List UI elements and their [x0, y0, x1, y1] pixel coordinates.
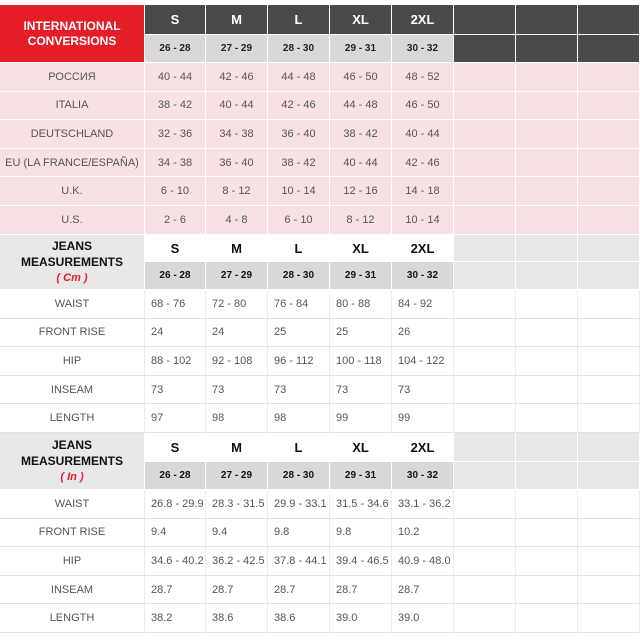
- empty-cell: [454, 149, 516, 178]
- empty-header-cell: [578, 5, 640, 35]
- row-label: РОССИЯ: [0, 63, 145, 92]
- row-value: 38.6: [206, 604, 268, 633]
- empty-header-cell: [516, 262, 578, 290]
- size-header-xl: XL: [330, 5, 392, 35]
- empty-cell: [516, 576, 578, 605]
- section-title-line1: JEANS: [51, 239, 92, 253]
- row-value: 46 - 50: [330, 63, 392, 92]
- row-value: 26.8 - 29.9: [145, 490, 206, 519]
- empty-cell: [454, 404, 516, 433]
- row-value: 33.1 - 36.2: [392, 490, 454, 519]
- row-value: 2 - 6: [145, 206, 206, 235]
- waist-size-m: 27 - 29: [206, 462, 268, 490]
- row-value: 39.0: [392, 604, 454, 633]
- row-value: 8 - 12: [206, 177, 268, 206]
- empty-header-cell: [578, 35, 640, 63]
- row-label: HIP: [0, 347, 145, 376]
- empty-header-cell: [516, 5, 578, 35]
- row-value: 39.4 - 46.5: [330, 547, 392, 576]
- row-value: 97: [145, 404, 206, 433]
- row-value: 40 - 44: [145, 63, 206, 92]
- size-header-s: S: [145, 235, 206, 262]
- row-value: 104 - 122: [392, 347, 454, 376]
- row-label: LENGTH: [0, 404, 145, 433]
- row-value: 10.2: [392, 519, 454, 548]
- row-value: 9.4: [206, 519, 268, 548]
- row-value: 40 - 44: [392, 120, 454, 149]
- empty-header-cell: [516, 235, 578, 262]
- row-value: 31.5 - 34.6: [330, 490, 392, 519]
- row-value: 34 - 38: [206, 120, 268, 149]
- size-header-2xl: 2XL: [392, 433, 454, 462]
- row-value: 44 - 48: [268, 63, 330, 92]
- section-title-line1: INTERNATIONAL: [23, 18, 121, 33]
- empty-cell: [516, 319, 578, 348]
- empty-cell: [578, 92, 640, 121]
- row-value: 92 - 108: [206, 347, 268, 376]
- row-value: 28.7: [268, 576, 330, 605]
- row-value: 34.6 - 40.2: [145, 547, 206, 576]
- empty-cell: [578, 547, 640, 576]
- row-label: WAIST: [0, 290, 145, 319]
- section-title-line1: JEANS: [51, 438, 92, 452]
- waist-size-m: 27 - 29: [206, 262, 268, 290]
- empty-cell: [516, 604, 578, 633]
- empty-cell: [578, 347, 640, 376]
- empty-cell: [454, 490, 516, 519]
- row-value: 48 - 52: [392, 63, 454, 92]
- size-header-m: M: [206, 5, 268, 35]
- empty-cell: [578, 290, 640, 319]
- size-header-s: S: [145, 5, 206, 35]
- empty-header-cell: [516, 433, 578, 462]
- section-title-line2: MEASUREMENTS: [20, 255, 123, 269]
- row-value: 73: [392, 376, 454, 405]
- waist-size-xl: 29 - 31: [330, 262, 392, 290]
- empty-header-cell: [578, 262, 640, 290]
- row-value: 73: [206, 376, 268, 405]
- row-value: 9.8: [330, 519, 392, 548]
- row-value: 88 - 102: [145, 347, 206, 376]
- row-value: 39.0: [330, 604, 392, 633]
- empty-cell: [454, 376, 516, 405]
- waist-size-s: 26 - 28: [145, 262, 206, 290]
- row-value: 32 - 36: [145, 120, 206, 149]
- row-value: 84 - 92: [392, 290, 454, 319]
- row-value: 4 - 8: [206, 206, 268, 235]
- row-value: 38.6: [268, 604, 330, 633]
- waist-size-s: 26 - 28: [145, 35, 206, 63]
- empty-cell: [454, 604, 516, 633]
- empty-cell: [516, 290, 578, 319]
- empty-cell: [516, 404, 578, 433]
- waist-size-l: 28 - 30: [268, 462, 330, 490]
- row-value: 98: [268, 404, 330, 433]
- empty-cell: [578, 319, 640, 348]
- empty-cell: [454, 177, 516, 206]
- row-value: 73: [330, 376, 392, 405]
- row-label: INSEAM: [0, 376, 145, 405]
- row-value: 40 - 44: [330, 149, 392, 178]
- row-value: 28.7: [145, 576, 206, 605]
- row-value: 73: [268, 376, 330, 405]
- empty-cell: [454, 63, 516, 92]
- waist-size-m: 27 - 29: [206, 35, 268, 63]
- waist-size-l: 28 - 30: [268, 35, 330, 63]
- empty-header-cell: [578, 462, 640, 490]
- row-value: 99: [392, 404, 454, 433]
- row-value: 76 - 84: [268, 290, 330, 319]
- size-header-s: S: [145, 433, 206, 462]
- row-value: 28.7: [206, 576, 268, 605]
- empty-cell: [578, 206, 640, 235]
- empty-cell: [516, 206, 578, 235]
- row-value: 9.8: [268, 519, 330, 548]
- row-label: HIP: [0, 547, 145, 576]
- empty-header-cell: [516, 35, 578, 63]
- unit-label: ( Cm ): [56, 272, 88, 284]
- empty-cell: [578, 519, 640, 548]
- empty-cell: [516, 177, 578, 206]
- waist-size-xl: 29 - 31: [330, 35, 392, 63]
- size-header-l: L: [268, 433, 330, 462]
- row-label: WAIST: [0, 490, 145, 519]
- empty-cell: [578, 149, 640, 178]
- row-value: 36 - 40: [268, 120, 330, 149]
- row-value: 38 - 42: [268, 149, 330, 178]
- size-header-l: L: [268, 235, 330, 262]
- empty-header-cell: [454, 262, 516, 290]
- row-label: U.K.: [0, 177, 145, 206]
- empty-header-cell: [454, 462, 516, 490]
- waist-size-l: 28 - 30: [268, 262, 330, 290]
- row-value: 40 - 44: [206, 92, 268, 121]
- empty-cell: [578, 404, 640, 433]
- row-label: U.S.: [0, 206, 145, 235]
- size-header-m: M: [206, 433, 268, 462]
- empty-cell: [516, 376, 578, 405]
- empty-cell: [578, 490, 640, 519]
- empty-cell: [454, 319, 516, 348]
- row-value: 38 - 42: [330, 120, 392, 149]
- empty-header-cell: [578, 433, 640, 462]
- empty-cell: [578, 376, 640, 405]
- row-value: 28.7: [392, 576, 454, 605]
- row-value: 42 - 46: [206, 63, 268, 92]
- empty-cell: [516, 347, 578, 376]
- empty-cell: [516, 120, 578, 149]
- row-value: 98: [206, 404, 268, 433]
- empty-cell: [578, 576, 640, 605]
- row-value: 28.3 - 31.5: [206, 490, 268, 519]
- waist-size-2xl: 30 - 32: [392, 262, 454, 290]
- row-value: 40.9 - 48.0: [392, 547, 454, 576]
- row-value: 96 - 112: [268, 347, 330, 376]
- row-value: 26: [392, 319, 454, 348]
- row-value: 36 - 40: [206, 149, 268, 178]
- in-section-title: [0, 433, 145, 490]
- empty-cell: [516, 490, 578, 519]
- empty-cell: [454, 576, 516, 605]
- row-label: FRONT RISE: [0, 319, 145, 348]
- waist-size-s: 26 - 28: [145, 462, 206, 490]
- row-value: 10 - 14: [392, 206, 454, 235]
- row-value: 36.2 - 42.5: [206, 547, 268, 576]
- size-header-2xl: 2XL: [392, 235, 454, 262]
- empty-header-cell: [454, 5, 516, 35]
- empty-header-cell: [454, 433, 516, 462]
- row-value: 12 - 16: [330, 177, 392, 206]
- empty-cell: [516, 63, 578, 92]
- empty-cell: [454, 347, 516, 376]
- empty-cell: [454, 547, 516, 576]
- row-label: ITALIA: [0, 92, 145, 121]
- conversion-section-title: [0, 5, 145, 63]
- row-value: 6 - 10: [145, 177, 206, 206]
- row-value: 100 - 118: [330, 347, 392, 376]
- row-value: 72 - 80: [206, 290, 268, 319]
- row-label: EU (LA FRANCE/ESPAÑA): [0, 149, 145, 178]
- section-title-line2: MEASUREMENTS: [20, 454, 123, 468]
- empty-header-cell: [578, 235, 640, 262]
- empty-cell: [516, 92, 578, 121]
- empty-cell: [516, 547, 578, 576]
- row-label: LENGTH: [0, 604, 145, 633]
- waist-size-2xl: 30 - 32: [392, 35, 454, 63]
- row-label: DEUTSCHLAND: [0, 120, 145, 149]
- row-value: 34 - 38: [145, 149, 206, 178]
- row-value: 25: [330, 319, 392, 348]
- size-header-l: L: [268, 5, 330, 35]
- empty-cell: [516, 149, 578, 178]
- waist-size-xl: 29 - 31: [330, 462, 392, 490]
- size-header-xl: XL: [330, 235, 392, 262]
- size-header-xl: XL: [330, 433, 392, 462]
- row-value: 6 - 10: [268, 206, 330, 235]
- row-value: 29.9 - 33.1: [268, 490, 330, 519]
- row-value: 42 - 46: [392, 149, 454, 178]
- empty-cell: [516, 519, 578, 548]
- empty-cell: [454, 206, 516, 235]
- row-value: 24: [145, 319, 206, 348]
- row-value: 8 - 12: [330, 206, 392, 235]
- empty-cell: [578, 120, 640, 149]
- empty-header-cell: [454, 235, 516, 262]
- row-value: 24: [206, 319, 268, 348]
- row-value: 73: [145, 376, 206, 405]
- row-value: 38 - 42: [145, 92, 206, 121]
- empty-cell: [454, 290, 516, 319]
- empty-cell: [578, 177, 640, 206]
- row-value: 28.7: [330, 576, 392, 605]
- row-value: 46 - 50: [392, 92, 454, 121]
- row-value: 37.8 - 44.1: [268, 547, 330, 576]
- size-header-2xl: 2XL: [392, 5, 454, 35]
- row-value: 14 - 18: [392, 177, 454, 206]
- row-label: FRONT RISE: [0, 519, 145, 548]
- empty-header-cell: [516, 462, 578, 490]
- row-value: 44 - 48: [330, 92, 392, 121]
- empty-cell: [454, 92, 516, 121]
- empty-cell: [454, 120, 516, 149]
- row-value: 42 - 46: [268, 92, 330, 121]
- unit-label: ( In ): [60, 471, 84, 483]
- empty-cell: [578, 604, 640, 633]
- row-value: 10 - 14: [268, 177, 330, 206]
- section-title-line2: CONVERSIONS: [27, 33, 117, 48]
- row-label: INSEAM: [0, 576, 145, 605]
- row-value: 9.4: [145, 519, 206, 548]
- row-value: 80 - 88: [330, 290, 392, 319]
- empty-cell: [454, 519, 516, 548]
- waist-size-2xl: 30 - 32: [392, 462, 454, 490]
- row-value: 99: [330, 404, 392, 433]
- size-header-m: M: [206, 235, 268, 262]
- empty-cell: [578, 63, 640, 92]
- row-value: 25: [268, 319, 330, 348]
- row-value: 68 - 76: [145, 290, 206, 319]
- empty-header-cell: [454, 35, 516, 63]
- row-value: 38.2: [145, 604, 206, 633]
- cm-section-title: [0, 235, 145, 290]
